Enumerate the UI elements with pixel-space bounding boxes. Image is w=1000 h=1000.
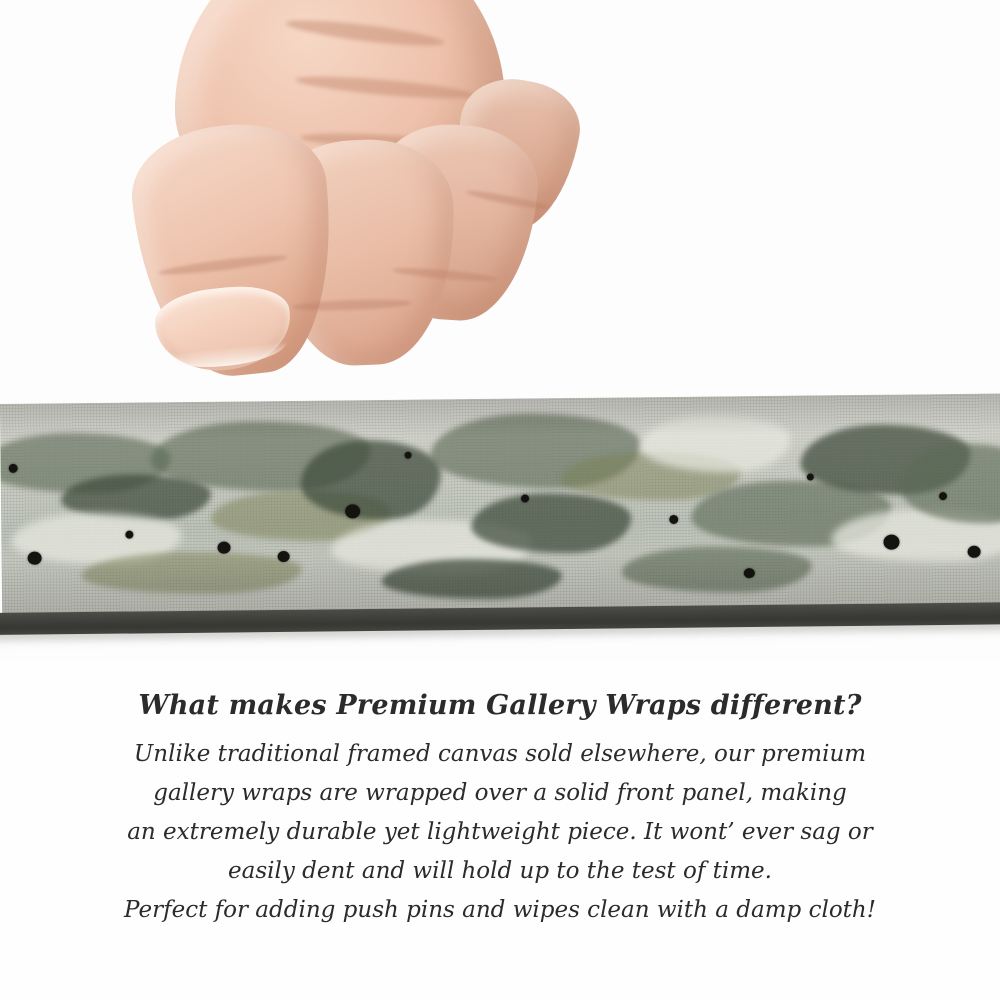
caption-block — [0, 690, 1000, 930]
knuckle-crease — [295, 72, 476, 103]
caption-line: Perfect for adding push pins and wipes clean with a damp cloth! — [124, 897, 876, 923]
knuckle-crease — [285, 15, 446, 50]
canvas-wrap-edge — [0, 394, 1000, 619]
caption-line: gallery wraps are wrapped over a solid front panel, making — [153, 780, 847, 806]
caption-line: easily dent and will hold up to the test of time. — [228, 858, 772, 884]
hand-graphic — [120, 0, 540, 430]
caption-line: an extremely durable yet lightweight piece. It wont’ ever sag or — [127, 819, 873, 845]
caption-line: Unlike traditional framed canvas sold elsewhere, our premium — [133, 741, 867, 767]
caption-title: What makes Premium Gallery Wraps different? — [138, 690, 862, 721]
